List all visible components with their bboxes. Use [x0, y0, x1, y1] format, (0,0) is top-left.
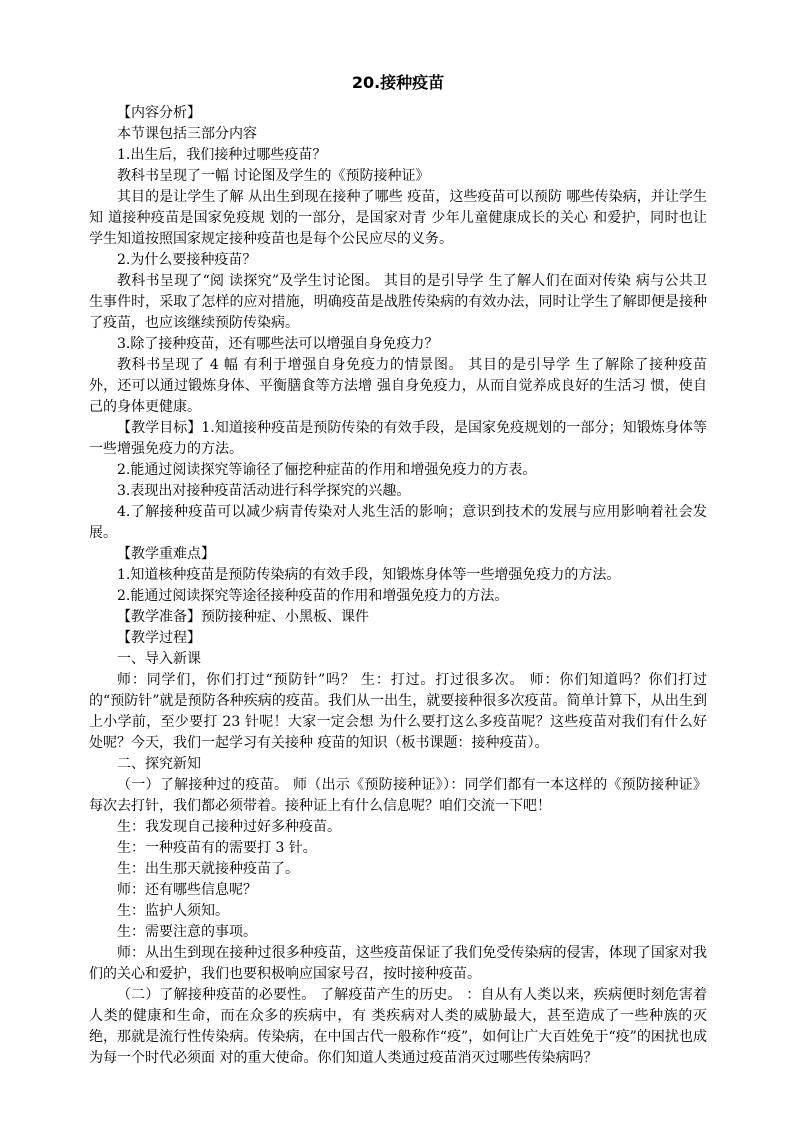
paragraph: 2.为什么要接种疫苗？ [117, 252, 257, 268]
paragraph: （二）了解接种疫苗的必要性。 了解疫苗产生的历史。 ：自从有人类以来，疾病便时刻危害着人类的健康和生命，而在众多的疾病中，有 类疾病对人类的威胁最大，甚至造成了一些种族的灭绝，那就是流行性传染病。传染病，在中国古代一般称作“疫”，如何让广大百姓免于“疫”的困扰也成为每一个时代必须面 对的重大使命。你们知道人类通过疫苗消灭过哪些传染病吗？ [89, 987, 707, 1066]
paragraph: 生：我发现自己接种过好多种疫苗。 [117, 819, 341, 835]
paragraph: 生：一种疫苗有的需要打 3 针。 [117, 840, 317, 856]
paragraph: 【教学重难点】 [117, 546, 215, 562]
paragraph: 教科书呈现了一幅 讨论图及学生的《预防接种证》 [117, 168, 430, 184]
paragraph: 教科书呈现了“阅 读探究”及学生讨论图。 其目的是引导学 生了解人们在面对传染 病与公共卫生事件时，采取了怎样的应对措施，明确疫苗是战胜传染病的有效办法，同时让学生了解即便是接种了疫苗，也应该继续预防传染病。 [89, 273, 707, 331]
document-body [89, 103, 707, 1069]
paragraph: 3.表现出对接种疫苗活动进行科学探究的兴趣。 [117, 483, 411, 499]
paragraph: 4.了解接种疫苗可以减少病青传染对人兆生活的影响；意识到技术的发展与应用影响着社会发展。 [89, 504, 707, 541]
paragraph: 师：同学们，你们打过“预防针”吗？ 生：打过。打过很多次。 师：你们知道吗？你们打过的“预防针”就是预防各种疾病的疫苗。我们从一出生，就要接种很多次疫苗。简单计算下，从出生到上小学前，至少要打 23 针呢！大家一定会想 为什么要打这么多疫苗呢？这些疫苗对我们有什么好处呢？今天，我们一起学习有关接种 疫苗的知识（板书课题：接种疫苗）。 [89, 672, 707, 751]
paragraph: 师：从出生到现在接种过很多种疫苗，这些疫苗保证了我们免受传染病的侵害，体现了国家对我们的关心和爱护，我们也要积极响应国家号召，按时接种疫苗。 [89, 945, 707, 982]
paragraph: 2.能通过阅读探究等谕径了俪挖种症苗的作用和增强免疫力的方表。 [117, 462, 537, 478]
paragraph: 1.出生后，我们接种过哪些疫苗？ [117, 147, 327, 163]
paragraph: 3.除了接种疫苗，还有哪些法可以增强自身免疫力？ [117, 336, 439, 352]
paragraph: 生：出生那天就接种疫苗了。 [117, 861, 299, 877]
paragraph: 生：需要注意的事项。 [117, 924, 257, 940]
paragraph: 生：监护人须知。 [117, 903, 229, 919]
paragraph: 二、探究新知 [117, 756, 201, 772]
paragraph: 【内容分析】 [117, 105, 201, 121]
document-page [89, 70, 707, 1069]
paragraph: 2.能通过阅读探究等途径接种疫苗的作用和增强免疫力的方法。 [117, 588, 509, 604]
paragraph: 【教学目标】1.知道接种疫苗是预防传染的有效手段，是国家免疫规划的一部分；知锻炼身体等一些增强免疫力的方法。 [89, 420, 707, 457]
paragraph: 一、导入新课 [117, 651, 201, 667]
paragraph: 本节课包括三部分内容 [117, 126, 257, 142]
paragraph: 【教学准备】预防接种症、小黑板、课件 [117, 609, 369, 625]
document-title: 20.接种疫苗 [351, 73, 445, 92]
paragraph: 1.知道核种疫苗是预防传染病的有效手段，知锻炼身体等一些增强免疫力的方法。 [117, 567, 621, 583]
paragraph: 师：还有哪些信息呢？ [117, 882, 257, 898]
paragraph: 【教学过程】 [117, 630, 201, 646]
paragraph: （一）了解接种过的疫苗。 师（出示《预防接种证》）：同学们都有一本这样的《预防接种证》 每次去打针，我们都必须带着。接种证上有什么信息呢？咱们交流一下吧！ [89, 777, 707, 814]
paragraph: 教科书呈现了 4 幅 有利于增强自身免疫力的情景图。 其目的是引导学 生了解除了接种疫苗外，还可以通过锻炼身体、平衡膳食等方法增 强自身免疫力，从而自觉养成良好的生活习 惯，使自己的身体更健康。 [89, 357, 707, 415]
paragraph: 其目的是让学生了解 从出生到现在接种了哪些 疫苗，这些疫苗可以预防 哪些传染病，并让学生知 道接种疫苗是国家免疫规 划的一部分，是国家对青 少年儿童健康成长的关心 和爱护，同时也让学生知道按照国家规定接种疫苗也是每个公民应尽的义务。 [89, 189, 707, 247]
